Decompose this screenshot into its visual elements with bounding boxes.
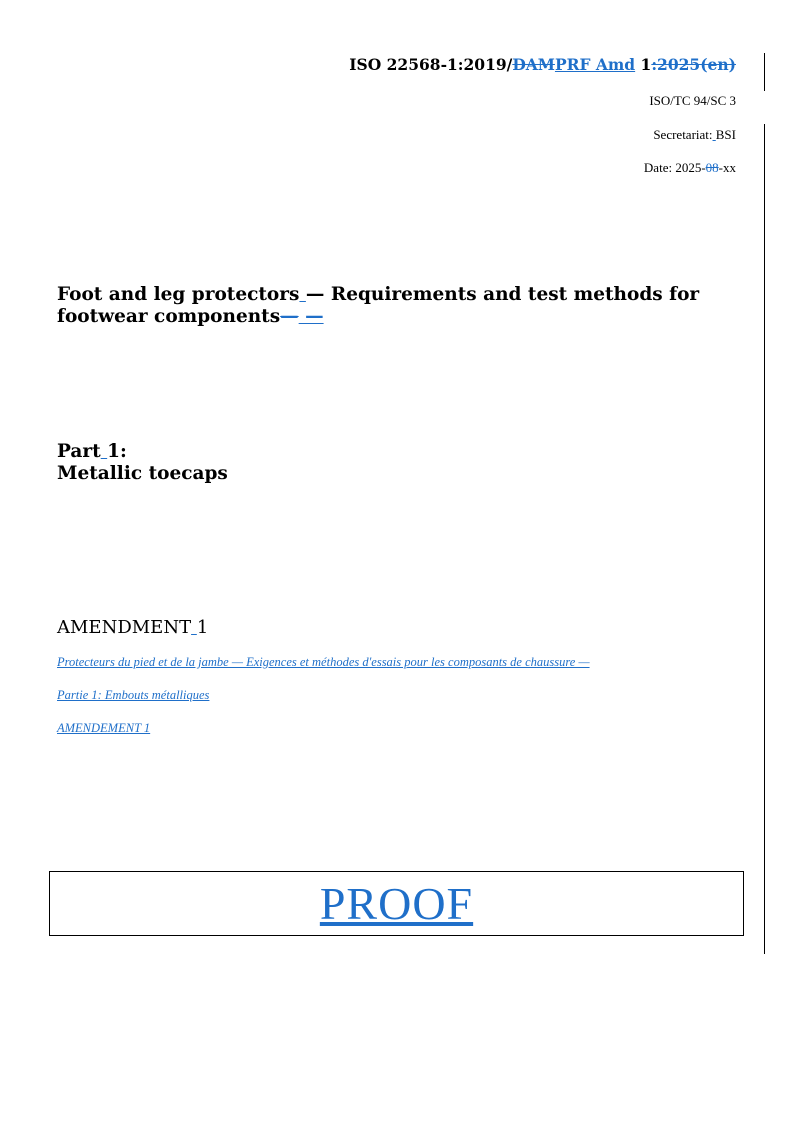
secretariat-label: Secretariat: <box>653 127 713 142</box>
amendment-label: AMENDMENT <box>57 617 192 638</box>
document-title <box>57 284 717 328</box>
amendment-heading <box>57 617 208 638</box>
document-reference <box>349 55 736 74</box>
date-rest: -xx <box>718 160 736 175</box>
proof-box <box>49 871 744 936</box>
committee: ISO/TC 94/SC 3 <box>649 93 736 108</box>
amendment-number: 1 <box>196 617 209 638</box>
date-label: Date: 2025- <box>643 160 706 175</box>
part-subtitle: Metallic toecaps <box>57 463 228 484</box>
ref-inserted-prf: PRF Amd <box>554 55 636 74</box>
french-amendment: AMENDEMENT 1 <box>57 721 151 735</box>
date <box>644 160 736 176</box>
ref-prefix: ISO 22568-1:2019/ <box>349 55 513 74</box>
part-number-line <box>57 441 228 463</box>
part-label: Part <box>57 441 101 462</box>
date-deleted: 08 <box>705 160 719 175</box>
title-line-2-text: footwear components <box>57 306 281 327</box>
french-title: Protecteurs du pied et de la jambe — Exigences et méthodes d'essais pour les composants de chaussure — <box>57 655 590 669</box>
title-line-2-inserted: — <box>298 306 324 327</box>
ref-deleted-year: :2025(en) <box>651 55 736 74</box>
title-part-1: Foot and leg protectors <box>57 284 300 305</box>
title-line-2 <box>57 306 717 328</box>
title-line-1 <box>57 284 717 306</box>
part-heading <box>57 441 228 485</box>
title-line-2-deleted: — <box>280 306 299 327</box>
title-part-2: — Requirements and test methods for <box>305 284 700 305</box>
french-part: Partie 1: Embouts métalliques <box>57 688 210 702</box>
part-number: 1: <box>107 441 127 462</box>
change-bar-main <box>764 124 765 954</box>
secretariat <box>653 127 736 143</box>
ref-number: 1 <box>635 55 652 74</box>
ref-deleted-dam: DAM <box>512 55 555 74</box>
change-bar-top <box>764 53 765 91</box>
secretariat-value: BSI <box>715 127 736 142</box>
proof-label: PROOF <box>319 877 474 929</box>
